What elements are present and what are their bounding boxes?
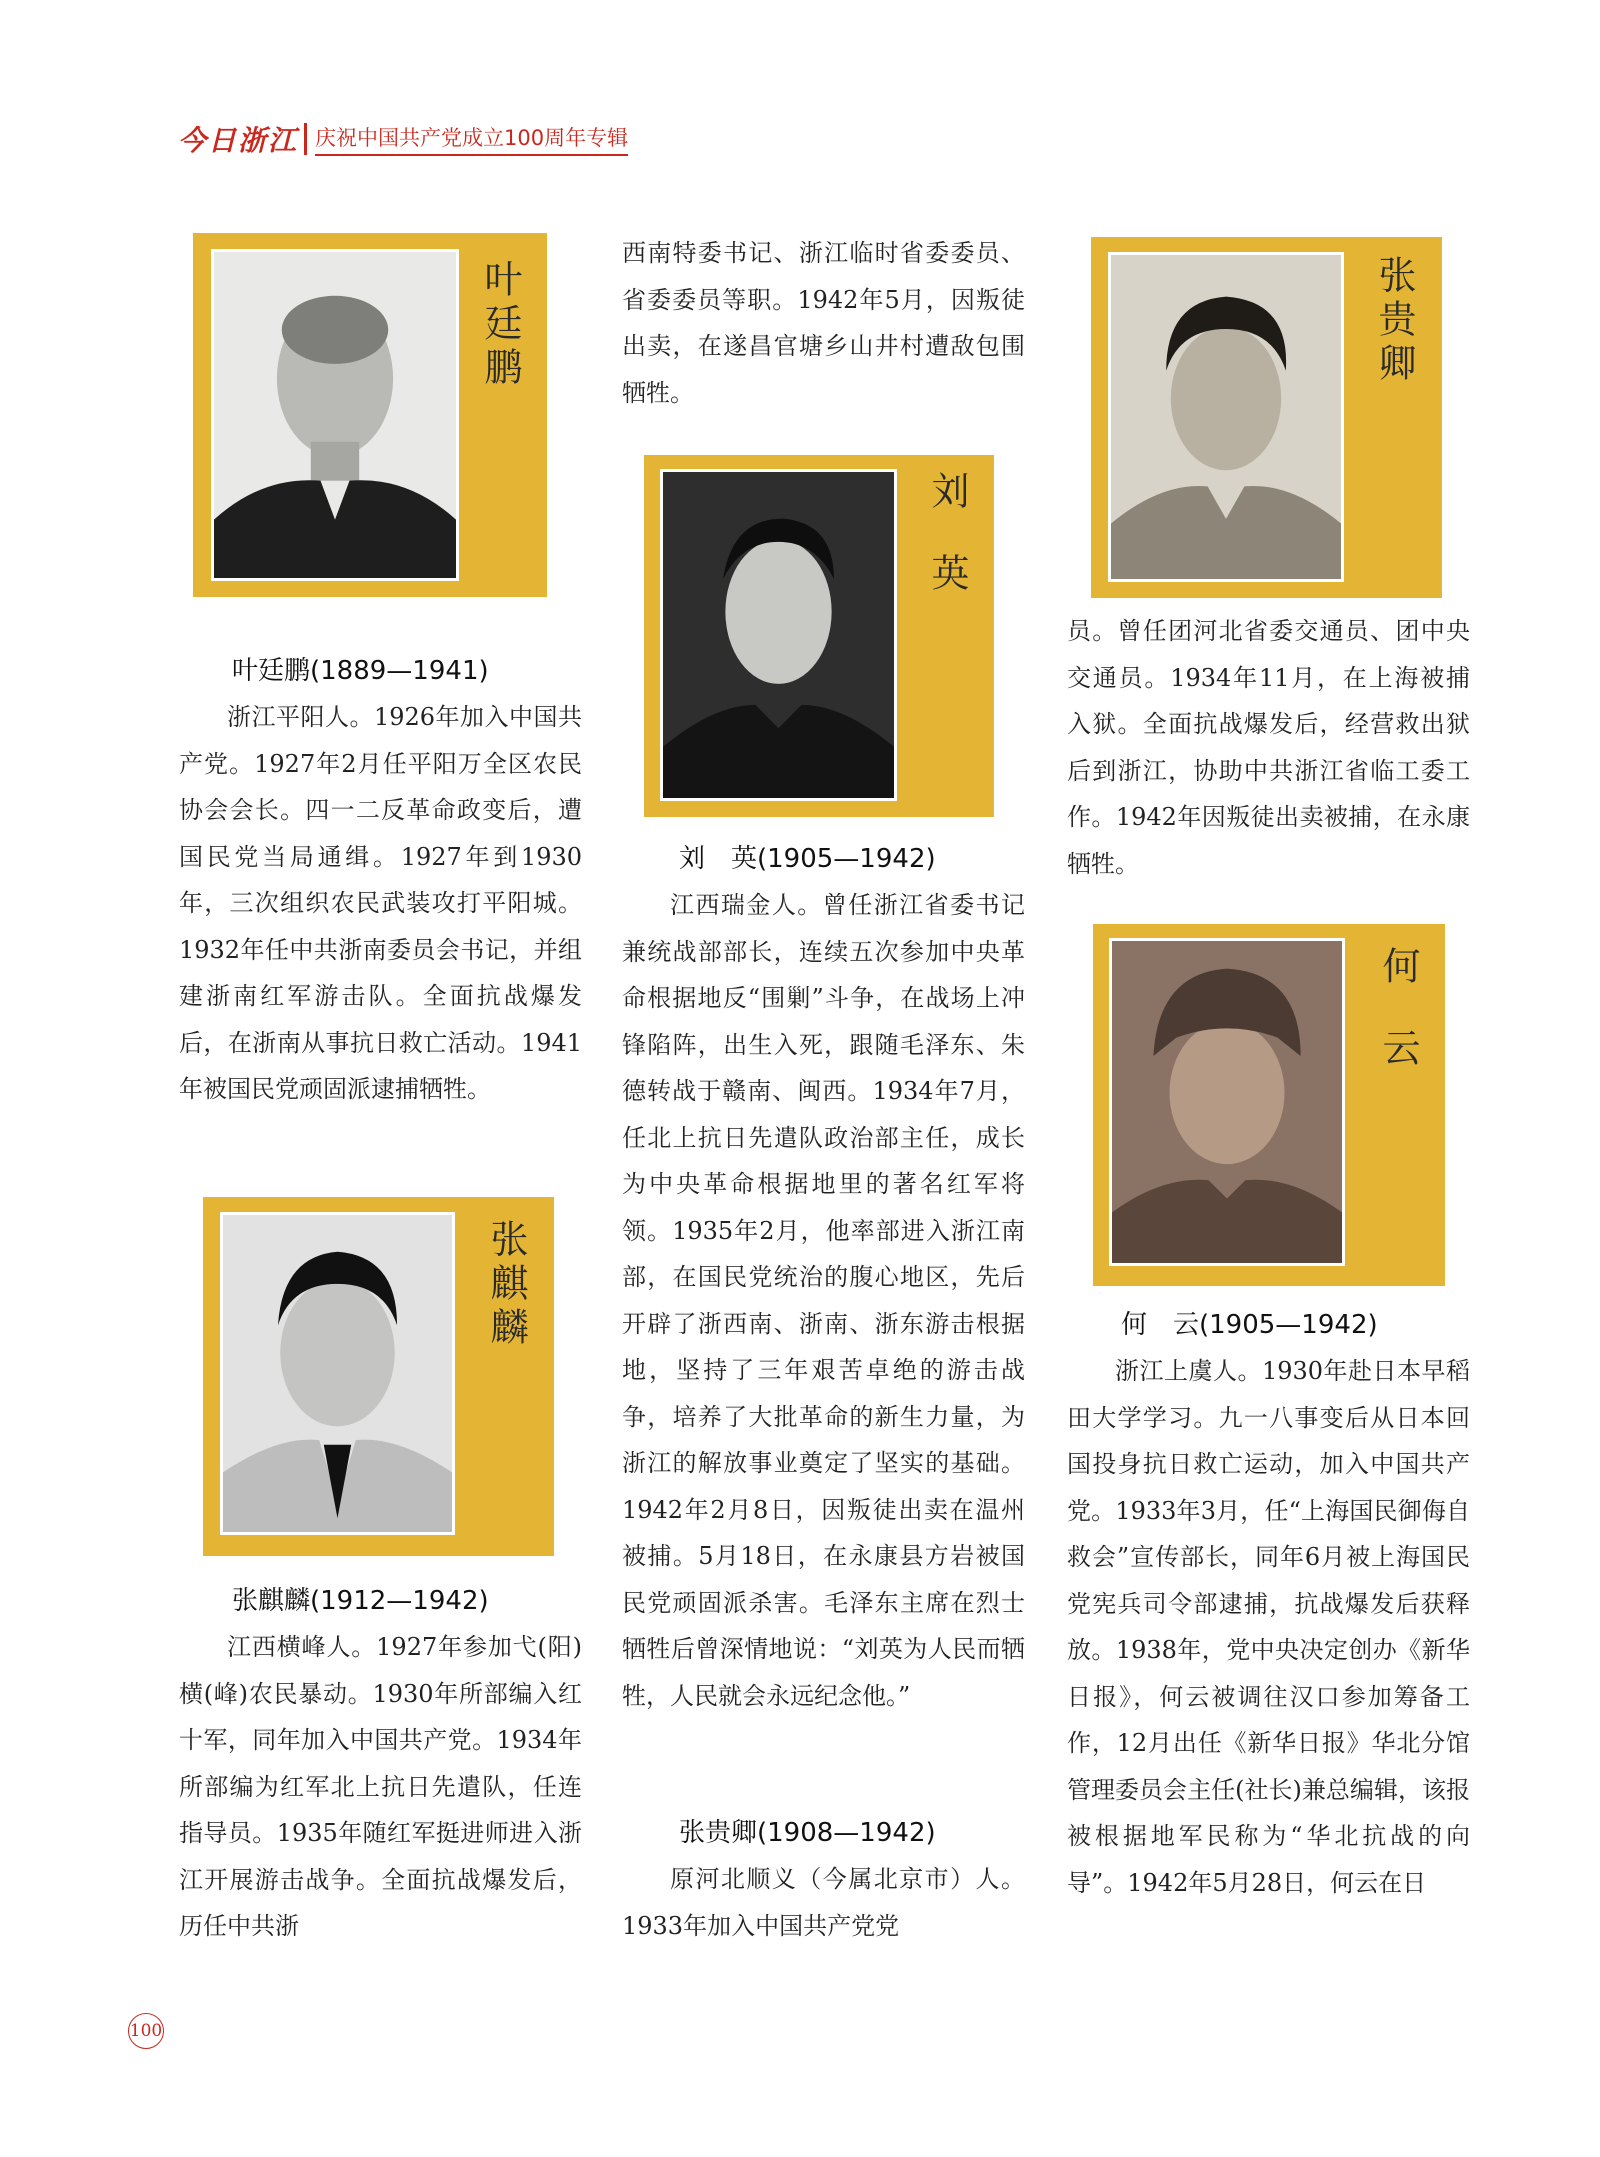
bio-text-zhang-qilin: 江西横峰人。1927年参加弋(阳)横(峰)农民暴动。1930年所部编入红十军，同年加入中国共产党。1934年所部编为红军北上抗日先遣队，任连指导员。1935年随红军挺进师进入浙江开展游击战争。全面抗战爆发后，历任中共浙 bbox=[179, 1633, 582, 1940]
person-heading-zhang-qilin: 张麒麟(1912—1942) bbox=[232, 1586, 489, 1616]
bio-text-zhang-guiqing: 原河北顺义（今属北京市）人。1933年加入中国共产党党 bbox=[622, 1865, 1025, 1940]
portrait-card-zhang-qilin bbox=[203, 1197, 554, 1556]
person-heading-he-yun: 何 云(1905—1942) bbox=[1121, 1310, 1378, 1340]
magazine-logo: 今日浙江 bbox=[178, 124, 299, 157]
portrait-name-vertical: 叶廷鹏 bbox=[478, 259, 522, 391]
portrait-photo-zhang-qilin bbox=[220, 1212, 455, 1535]
person-heading-ye-tingpeng: 叶廷鹏(1889—1941) bbox=[232, 656, 489, 686]
bio-text-ye-tingpeng: 浙江平阳人。1926年加入中国共产党。1927年2月任平阳万全区农民协会会长。四一二反革命政变后，遭国民党当局通缉。1927年到1930年，三次组织农民武装攻打平阳城。1932年任中共浙南委员会书记，并组建浙南红军游击队。全面抗战爆发后，在浙南从事抗日救亡活动。1941年被国民党顽固派逮捕牺牲。 bbox=[179, 703, 582, 1103]
portrait-photo-zhang-guiqing bbox=[1108, 252, 1344, 582]
person-heading-liu-ying: 刘 英(1905—1942) bbox=[679, 844, 936, 874]
portrait-card-ye-tingpeng bbox=[193, 233, 547, 597]
portrait-name-vertical: 张麒麟 bbox=[484, 1219, 528, 1351]
portrait-card-zhang-guiqing bbox=[1091, 237, 1442, 598]
bio-text-liu-ying: 江西瑞金人。曾任浙江省委书记兼统战部部长，连续五次参加中央革命根据地反“围剿”斗争，在战场上冲锋陷阵，出生入死，跟随毛泽东、朱德转战于赣南、闽西。1934年7月，任北上抗日先遣队政治部主任，成长为中央革命根据地里的著名红军将领。1935年2月，他率部进入浙江南部，在国民党统治的腹心地区，先后开辟了浙西南、浙南、浙东游击根据地，坚持了三年艰苦卓绝的游击战争，培养了大批革命的新生力量，为浙江的解放事业奠定了坚实的基础。1942年2月8日，因叛徒出卖在温州被捕。5月18日，在永康县方岩被国民党顽固派杀害。毛泽东主席在烈士牺牲后曾深情地说：“刘英为人民而牺牲，人民就会永远纪念他。” bbox=[622, 891, 1025, 1710]
portrait-photo-he-yun bbox=[1109, 938, 1345, 1266]
bio-text-zhang-guiqing-continued: 员。曾任团河北省委交通员、团中央交通员。1934年11月，在上海被捕入狱。全面抗战爆发后，经营救出狱后到浙江，协助中共浙江省临工委工作。1942年因叛徒出卖被捕，在永康牺牲。 bbox=[1067, 617, 1470, 878]
portrait-name-vertical: 何云 bbox=[1376, 946, 1420, 1110]
portrait-photo-liu-ying bbox=[660, 469, 897, 801]
page-number: 100 bbox=[128, 2013, 164, 2049]
masthead bbox=[178, 118, 628, 160]
person-heading-zhang-guiqing: 张贵卿(1908—1942) bbox=[679, 1818, 936, 1848]
header-divider bbox=[304, 123, 307, 155]
bio-text-continued: 西南特委书记、浙江临时省委委员、省委委员等职。1942年5月，因叛徒出卖，在遂昌官塘乡山井村遭敌包围牺牲。 bbox=[622, 239, 1025, 407]
portrait-card-he-yun bbox=[1093, 924, 1445, 1286]
portrait-photo-ye-tingpeng bbox=[211, 249, 459, 581]
portrait-name-vertical: 刘英 bbox=[925, 471, 969, 635]
bio-text-he-yun: 浙江上虞人。1930年赴日本早稻田大学学习。九一八事变后从日本回国投身抗日救亡运动，加入中国共产党。1933年3月，任“上海国民御侮自救会”宣传部长，同年6月被上海国民党宪兵司令部逮捕，抗战爆发后获释放。1938年，党中央决定创办《新华日报》，何云被调往汉口参加筹备工作，12月出任《新华日报》华北分馆管理委员会主任(社长)兼总编辑，该报被根据地军民称为“华北抗战的向导”。1942年5月28日，何云在日 bbox=[1067, 1357, 1470, 1897]
issue-tagline: 庆祝中国共产党成立100周年专辑 bbox=[315, 122, 628, 156]
portrait-name-vertical: 张贵卿 bbox=[1372, 255, 1416, 387]
portrait-card-liu-ying bbox=[644, 455, 994, 817]
